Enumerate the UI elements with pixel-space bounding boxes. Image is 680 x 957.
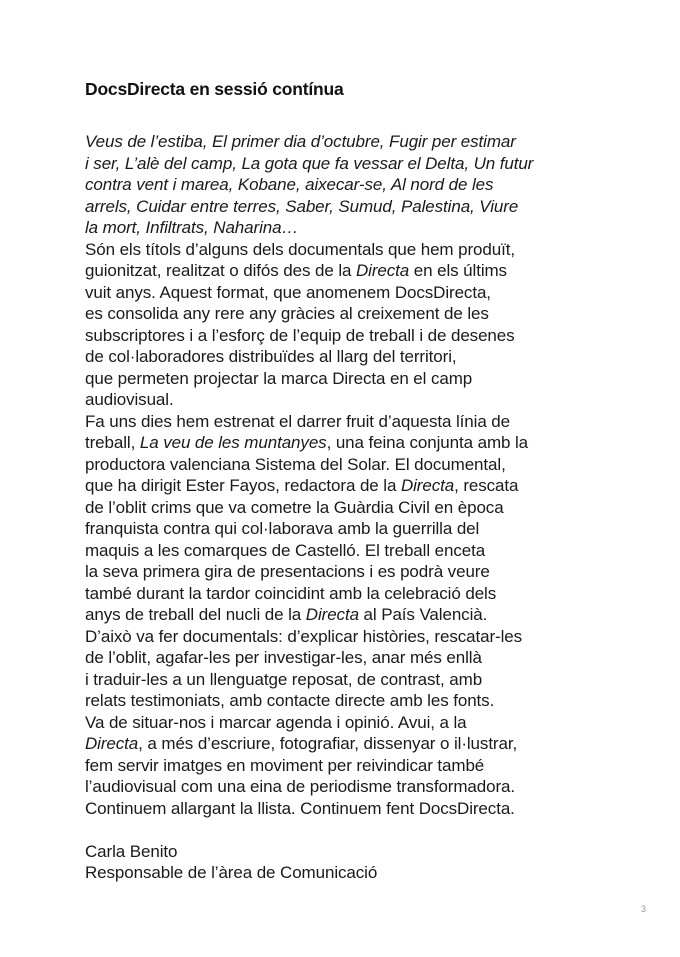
article-line [85, 153, 585, 175]
text-run: audiovisual. [85, 390, 174, 409]
signature-line: Responsable de l’àrea de Comunicació [85, 863, 378, 882]
page-number: 3 [640, 904, 646, 914]
article-line [85, 174, 585, 196]
article-line [85, 690, 585, 712]
text-run: Són els títols d’alguns dels documentals que hem produït, [85, 239, 515, 259]
text-run: també durant la tardor coincidint amb la celebració dels [85, 583, 497, 603]
italic-text-run: arrels, Cuidar entre terres, Saber, Sumud, Palestina, Viure [85, 196, 519, 216]
text-run: relats testimoniats, amb contacte directe amb les fonts. [85, 691, 495, 710]
article-line [85, 647, 585, 669]
text-run: franquista contra qui col·laborava amb la guerrilla del [85, 519, 480, 538]
italic-text-run: La veu de les muntanyes [139, 433, 327, 452]
article-line [85, 626, 585, 648]
article-line [85, 475, 585, 497]
text-run: de l’oblit crims que va cometre la Guàrdia Civil en època [85, 497, 504, 517]
article-line [85, 454, 585, 476]
text-run: Va de situar-nos i marcar agenda i opinió. Avui, a la [85, 712, 467, 732]
text-run: , una feina conjunta amb la [326, 433, 529, 452]
text-run: l’audiovisual com una eina de periodisme transformadora. [85, 777, 516, 796]
text-run: que permeten projectar la marca Directa en el camp [85, 368, 473, 388]
article-line [85, 518, 585, 540]
article-title: DocsDirecta en sessió contínua [85, 79, 344, 99]
article-line [85, 540, 585, 562]
italic-text-run: contra vent i marea, Kobane, aixecar-se, Al nord de les [85, 175, 494, 194]
article-line [85, 755, 585, 777]
article-line [85, 282, 585, 304]
text-run: guionitzat, realitzat o difós des de la [85, 261, 356, 280]
article-line [85, 712, 585, 734]
text-run: de col·laboradores distribuïdes al llarg del territori, [85, 347, 457, 366]
article-line [85, 497, 585, 519]
article-line [85, 346, 585, 368]
italic-text-run: Directa [400, 476, 455, 495]
italic-text-run: Directa [356, 261, 410, 280]
text-run: de l’oblit, agafar-les per investigar-les, anar més enllà [85, 648, 482, 667]
text-run: es consolida any rere any gràcies al creixement de les [85, 304, 489, 323]
text-run: anys de treball del nucli de la [85, 605, 306, 624]
article-line [85, 239, 585, 261]
italic-text-run: i ser, L’alè del camp, La gota que fa vessar el Delta, Un futur [85, 153, 534, 173]
signature-block [85, 841, 585, 884]
text-run: productora valenciana Sistema del Solar. El documental, [85, 454, 506, 474]
text-run: en els últims [409, 261, 507, 280]
article-line [85, 669, 585, 691]
text-run: Fa uns dies hem estrenat el darrer fruit d’aquesta línia de [85, 411, 511, 431]
article-line [85, 217, 585, 239]
article-line [85, 432, 585, 454]
article-line [85, 325, 585, 347]
signature-line: Carla Benito [85, 841, 178, 861]
italic-text-run: Veus de l’estiba, El primer dia d’octubre, Fugir per estimar [85, 132, 516, 151]
text-run: la seva primera gira de presentacions i es podrà veure [85, 562, 490, 581]
text-run: vuit anys. Aquest format, que anomenem DocsDirecta, [85, 282, 491, 302]
text-run: i traduir-les a un llenguatge reposat, de contrast, amb [85, 669, 483, 689]
article-line [85, 798, 585, 820]
article-line [85, 583, 585, 605]
text-run: maquis a les comarques de Castelló. El treball enceta [85, 540, 486, 560]
article-line [85, 733, 585, 755]
article-line [85, 368, 585, 390]
article-line [85, 411, 585, 433]
text-run: , rescata [454, 476, 519, 495]
text-run: treball, [85, 433, 140, 452]
article [85, 78, 585, 884]
text-run: Continuem allargant la llista. Continuem fent DocsDirecta. [85, 798, 515, 818]
text-run: fem servir imatges en moviment per reivindicar també [85, 755, 485, 775]
article-line [85, 604, 585, 626]
text-run: al País Valencià. [358, 605, 488, 624]
article-line [85, 131, 585, 153]
article-line [85, 196, 585, 218]
article-line [85, 561, 585, 583]
article-line [85, 389, 585, 411]
article-body [85, 131, 585, 819]
italic-text-run: la mort, Infiltrats, Naharina… [85, 218, 299, 237]
text-run: D’això va fer documentals: d’explicar històries, rescatar-les [85, 626, 523, 646]
text-run: , a més d’escriure, fotografiar, dissenyar o il·lustrar, [138, 734, 518, 753]
text-run: que ha dirigit Ester Fayos, redactora de la [85, 476, 401, 495]
text-run: subscriptores i a l’esforç de l’equip de treball i de desenes [85, 325, 515, 345]
italic-text-run: Directa [305, 605, 359, 624]
article-line [85, 303, 585, 325]
italic-text-run: Directa [85, 734, 139, 753]
article-line [85, 260, 585, 282]
article-line [85, 776, 585, 798]
